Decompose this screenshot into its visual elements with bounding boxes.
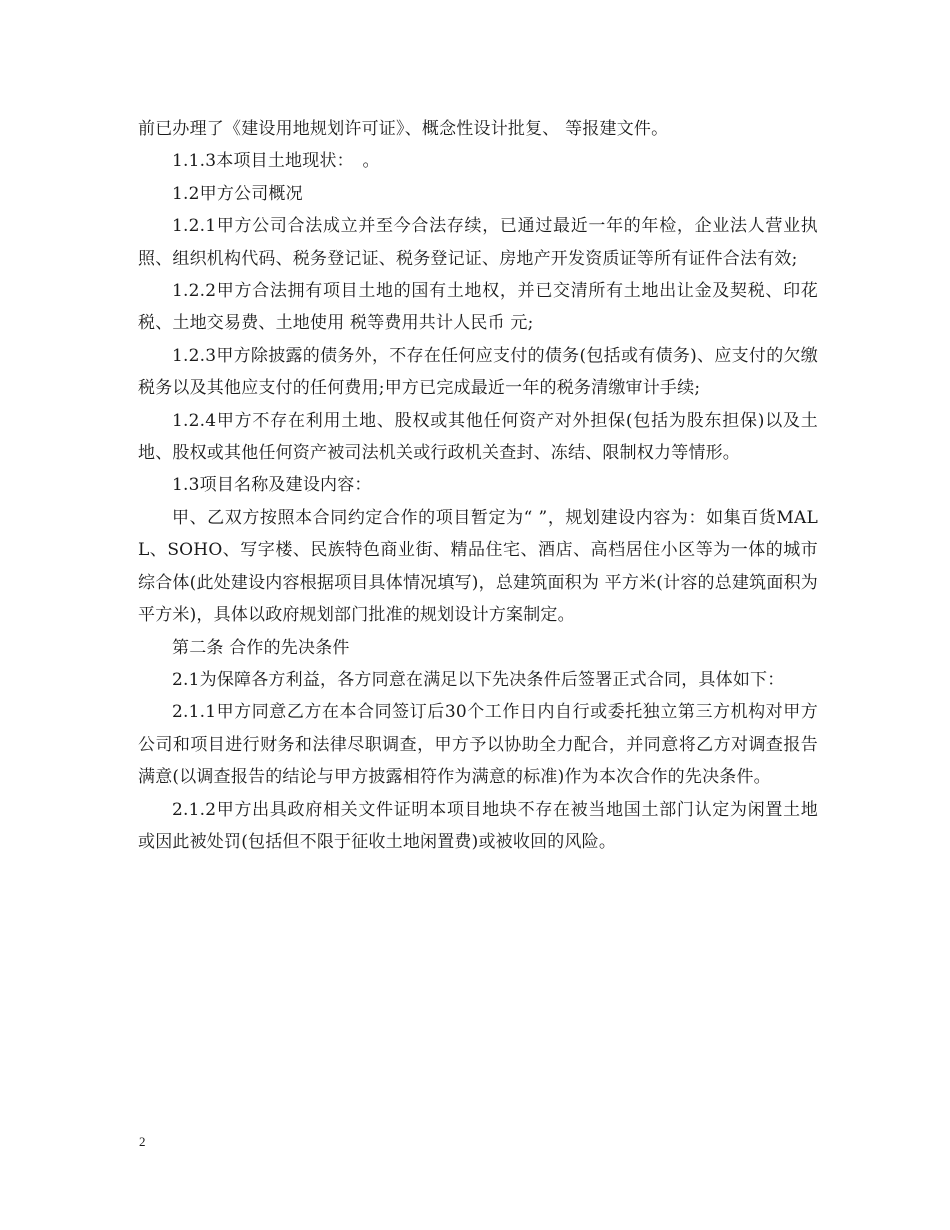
paragraph-2-1-2: 2.1.2甲方出具政府相关文件证明本项目地块不存在被当地国土部门认定为闲置土地或因此被处罚(包括但不限于征收土地闲置费)或被收回的风险。 <box>138 799 818 852</box>
paragraph-project-content: 甲、乙双方按照本合同约定合作的项目暂定为“ ”，规划建设内容为：如集百货MALL、SOHO、写字楼、民族特色商业街、精品住宅、酒店、高档居住小区等为一体的城市综合体(此处建设内容根据项目具体情况填写)，总建筑面积为 平方米(计容的总建筑面积为 平方米)，具体以政府规划部门批准的规划设计方案制定。 <box>138 507 818 626</box>
paragraph-1-1-3: 1.1.3本项目土地现状： 。 <box>172 151 380 172</box>
paragraph-2-1-1: 2.1.1甲方同意乙方在本合同签订后30个工作日内自行或委托独立第三方机构对甲方公司和项目进行财务和法律尽职调查，甲方予以协助全力配合，并同意将乙方对调查报告满意(以调查报告的结论与甲方披露相符作为满意的标准)作为本次合作的先决条件。 <box>138 702 818 788</box>
document-body <box>138 113 818 858</box>
paragraph-2-1: 2.1为保障各方利益，各方同意在满足以下先决条件后签署正式合同，具体如下： <box>172 669 785 690</box>
paragraph-1-2-3: 1.2.3甲方除披露的债务外，不存在任何应支付的债务(包括或有债务)、应支付的欠缴税务以及其他应支付的任何费用;甲方已完成最近一年的税务清缴审计手续; <box>138 345 818 399</box>
paragraph-1-2-1: 1.2.1甲方公司合法成立并至今合法存续，已通过最近一年的年检，企业法人营业执照、组织机构代码、税务登记证、税务登记证、房地产开发资质证等所有证件合法有效; <box>138 216 818 269</box>
heading-article-2: 第二条 合作的先决条件 <box>172 637 350 658</box>
page-number: 2 <box>139 1134 146 1149</box>
heading-1-2: 1.2甲方公司概况 <box>172 183 303 204</box>
paragraph-continuation: 前已办理了《建设用地规划许可证》、概念性设计批复、 等报建文件。 <box>138 119 669 139</box>
paragraph-1-2-2: 1.2.2甲方合法拥有项目土地的国有土地权，并已交清所有土地出让金及契税、印花税、土地交易费、土地使用 税等费用共计人民币 元; <box>138 281 818 334</box>
heading-1-3: 1.3项目名称及建设内容： <box>172 475 372 496</box>
paragraph-1-2-4: 1.2.4甲方不存在利用土地、股权或其他任何资产对外担保(包括为股东担保)以及土地、股权或其他任何资产被司法机关或行政机关查封、冻结、限制权力等情形。 <box>138 410 818 464</box>
